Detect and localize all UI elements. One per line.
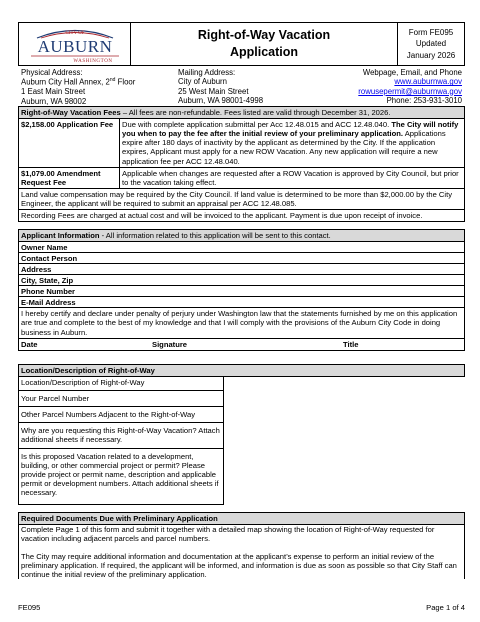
signature-row — [19, 339, 464, 350]
mailing-address-line1: City of Auburn — [178, 77, 227, 87]
parcel-number-field[interactable]: Your Parcel Number — [18, 391, 224, 407]
amendment-fee-row — [19, 168, 464, 189]
address-block — [18, 66, 465, 104]
physical-address — [21, 68, 178, 106]
form-updated-date: January 2026 — [406, 50, 456, 60]
svg-text:AUBURN: AUBURN — [37, 37, 112, 56]
contact-info-label: Webpage, Email, and Phone — [362, 68, 462, 77]
adjacent-parcels-field[interactable]: Other Parcel Numbers Adjacent to the Right-of-Way — [18, 407, 224, 423]
required-documents-para2: The City may require additional information and documentation at the applicant’s expense to perform an initial review of the preliminary application. If required, the applicant will be informed, and information is due as soon as possible so that City Staff can continue the initial review of the preliminary application. — [21, 552, 457, 580]
mailing-address-line2: 25 West Main Street — [178, 86, 249, 96]
city-state-zip-field[interactable]: City, State, Zip — [19, 275, 464, 286]
required-documents-para1: Complete Page 1 of this form and submit it together with a detailed map showing the location of Right-of-Way requested for vacation including adjacent parcels and parcel numbers. — [21, 524, 435, 543]
location-table — [18, 377, 224, 505]
form-page — [18, 22, 465, 579]
form-title-line2: Application — [229, 45, 299, 59]
email-link[interactable]: rowusepermit@auburnwa.gov — [358, 86, 462, 96]
phone-number-field[interactable]: Phone Number — [19, 286, 464, 297]
mailing-address-line3: Auburn, WA 98001-4998 — [178, 96, 264, 106]
email-address-field[interactable]: E-Mail Address — [19, 297, 464, 308]
location-heading: Location/Description of Right-of-Way — [18, 364, 465, 377]
amendment-fee-text: Applicable when changes are requested after a ROW Vacation is approved by City Council, but prior to the vacation taking effect. — [122, 168, 459, 187]
address-field[interactable]: Address — [19, 264, 464, 275]
page-footer — [18, 603, 465, 612]
contact-person-field[interactable]: Contact Person — [19, 253, 464, 264]
city-logo — [19, 23, 131, 65]
required-documents-body — [19, 525, 464, 580]
date-field[interactable]: Date — [21, 339, 38, 349]
physical-address-line1: Auburn City Hall Annex, 2nd Floor — [21, 77, 136, 87]
physical-address-label: Physical Address: — [21, 68, 83, 77]
required-documents-section — [18, 512, 465, 580]
recording-fees-note: Recording Fees are charged at actual cost and will be invoiced to the applicant. Payment is due upon receipt of invoice. — [21, 211, 423, 221]
mailing-address-label: Mailing Address: — [178, 68, 236, 77]
location-section — [18, 364, 465, 505]
form-title — [131, 23, 398, 65]
title-field[interactable]: Title — [343, 339, 359, 349]
required-documents-heading: Required Documents Due with Preliminary Application — [19, 513, 464, 525]
website-link[interactable]: www.auburnwa.gov — [394, 77, 462, 87]
svg-text:WASHINGTON: WASHINGTON — [72, 59, 113, 63]
form-id-box — [398, 23, 464, 65]
land-value-note: Land value compensation may be required by the City Council. If land value is determined to be more than $2,000.00 by the City Engineer, the applicant will be required to submit an appraisal per ACC 12.48.085. — [19, 189, 464, 210]
fees-heading: Right-of-Way Vacation Fees – All fees are non-refundable. Fees listed are valid through December 31, 2026. — [19, 107, 464, 119]
application-fee-label: $2,158.00 Application Fee — [19, 119, 120, 167]
form-header — [18, 22, 465, 66]
form-title-line1: Right-of-Way Vacation — [197, 28, 331, 43]
footer-form-code: FE095 — [18, 603, 41, 612]
owner-name-field[interactable]: Owner Name — [19, 242, 464, 253]
applicant-heading: Applicant Information - All information related to this application will be sent to this contact. — [19, 230, 464, 242]
physical-address-line2: 1 East Main Street — [21, 87, 86, 97]
declaration-text: I hereby certify and declare under penalty of perjury under Washington law that the statements furnished by me on this application are true and complete to the best of my knowledge and that I will comply with the provisions of the Auburn City Code in doing business in Auburn. — [19, 308, 464, 338]
svg-text:CITY OF: CITY OF — [64, 31, 85, 36]
vacation-reason-field[interactable]: Why are you requesting this Right-of-Way Vacation? Attach additional sheets if necessary. — [18, 423, 224, 449]
form-number: Form FE095 — [408, 27, 454, 37]
form-updated-label: Updated — [415, 39, 447, 49]
related-project-field[interactable]: Is this proposed Vacation related to a development, building, or other commercial project or permit? Please provide project or permit name, description and applicable permit or development numbers. Attach additional sheets if necessary. — [18, 449, 224, 505]
phone-number: Phone: 253-931-3010 — [386, 96, 462, 106]
application-fee-text: Due with complete application submittal per Acc 12.48.015 and ACC 12.48.040. The City will notify you when to pay the fee after the initial review of your preliminary application. Applications expire after 180 days of inactivity by the applicant as determined by the City. If the application expires, Applicant must apply for a new ROW Vacation. Any new application will require a new application fee per ACC 12.48.040. — [122, 120, 459, 166]
contact-info — [330, 68, 462, 106]
physical-address-line3: Auburn, WA 98002 — [21, 96, 87, 106]
applicant-section — [18, 229, 465, 350]
application-fee-row — [19, 119, 464, 168]
location-description-field[interactable]: Location/Description of Right-of-Way — [18, 377, 224, 391]
amendment-fee-label: $1,079.00 Amendment Request Fee — [19, 168, 120, 188]
signature-field[interactable]: Signature — [152, 339, 188, 349]
fees-section — [18, 106, 465, 222]
mailing-address — [178, 68, 330, 106]
footer-page-number: Page 1 of 4 — [426, 603, 465, 612]
